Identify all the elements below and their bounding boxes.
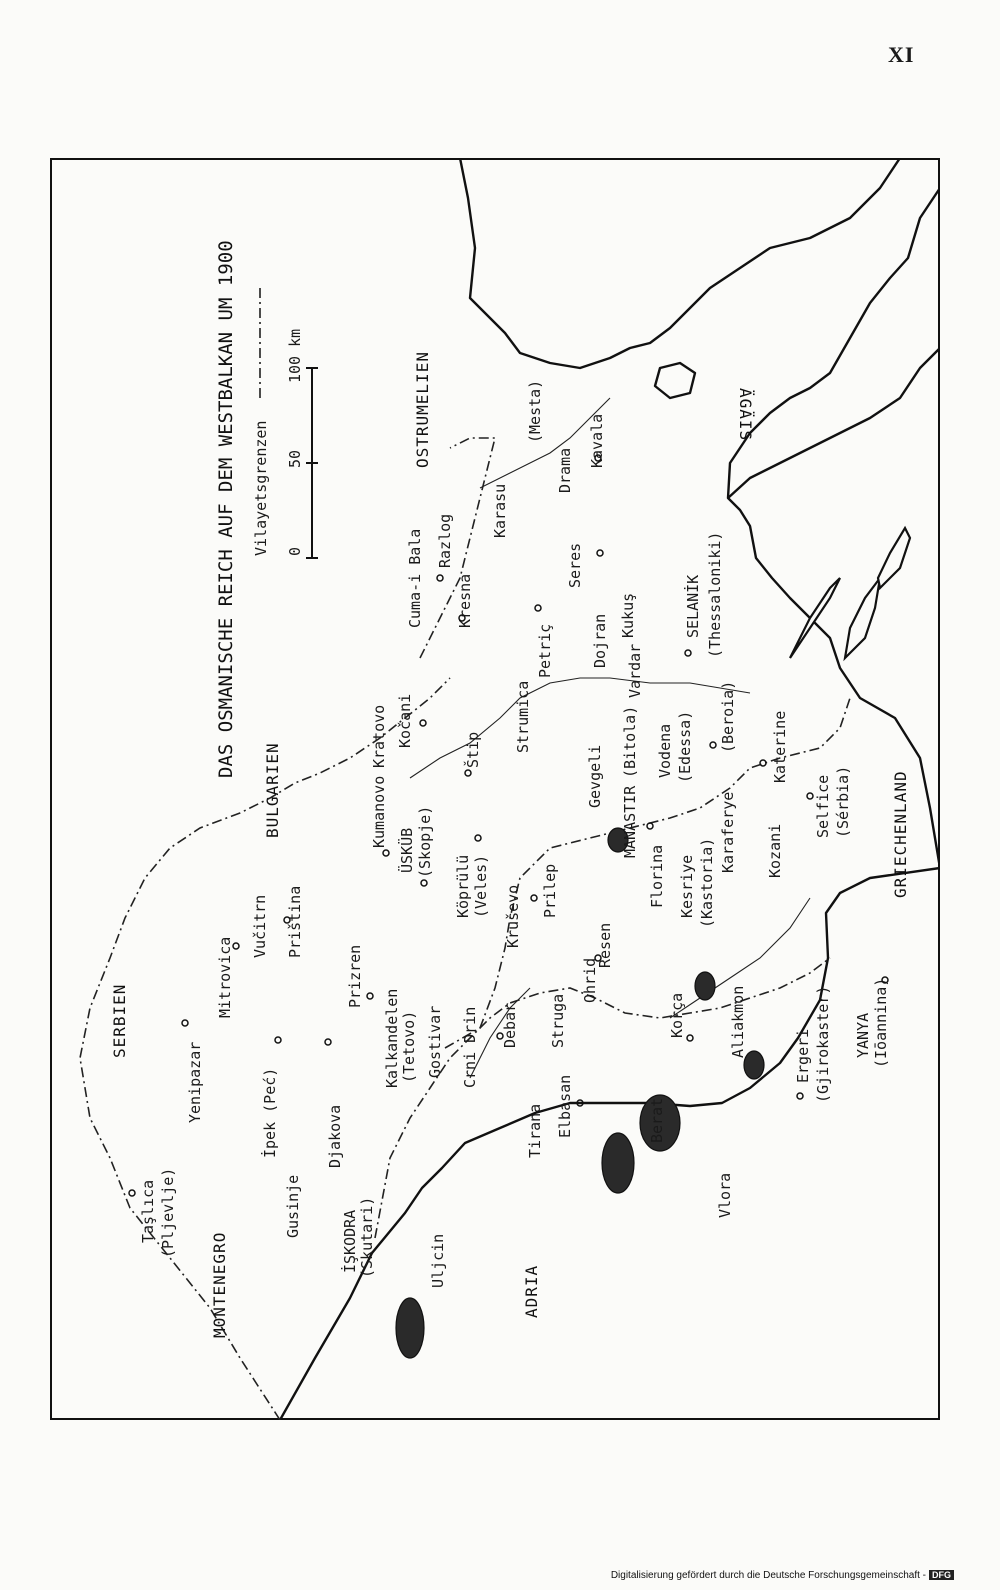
legend-border-label: Vilayetsgrenzen bbox=[252, 420, 270, 556]
town-marker bbox=[687, 1035, 693, 1041]
place-iskodra: İŞKODRA bbox=[341, 1209, 359, 1273]
place-prilep: Prilep bbox=[541, 863, 559, 918]
scale-tick-0: 0 bbox=[286, 546, 304, 556]
place-seres: Seres bbox=[566, 542, 584, 588]
lake-ohrid bbox=[602, 1133, 634, 1193]
town-marker bbox=[129, 1190, 135, 1196]
place-skopje: (Skopje) bbox=[416, 805, 434, 878]
town-marker bbox=[465, 770, 471, 776]
town-marker bbox=[807, 793, 813, 799]
place-ergeri: Ergeri bbox=[794, 1028, 812, 1083]
place-prizren: Prizren bbox=[346, 944, 364, 1008]
place-elbasan: Elbasan bbox=[556, 1074, 574, 1138]
place-beroia: (Beroia) bbox=[719, 680, 737, 753]
region-griechenland: GRIECHENLAND bbox=[891, 770, 910, 898]
place-yenipazar: Yenipazar bbox=[186, 1041, 204, 1123]
town-marker bbox=[535, 605, 541, 611]
place-resen: Resen bbox=[596, 922, 614, 968]
sithonia-peninsula bbox=[845, 578, 880, 658]
place-kalkandelen: Kalkandelen bbox=[383, 988, 401, 1088]
river-karasu: Karasu bbox=[491, 483, 509, 538]
place-tetovo: (Tetovo) bbox=[400, 1010, 418, 1083]
place-uskub: ÜSKÜB bbox=[398, 827, 416, 873]
place-ohrid: Ohrid bbox=[581, 957, 599, 1003]
region-aegis: ÄGÄIS bbox=[736, 388, 755, 442]
region-adria: ADRIA bbox=[522, 1264, 541, 1318]
place-ioannina: (Iōannina) bbox=[872, 977, 890, 1068]
map-title: DAS OSMANISCHE REICH AUF DEM WESTBALKAN UM 1900 bbox=[215, 240, 237, 778]
footer-text: Digitalisierung gefördert durch die Deutsche Forschungsgemeinschaft - bbox=[610, 1570, 926, 1581]
town-marker bbox=[437, 575, 443, 581]
river-vardar: Vardar bbox=[626, 643, 644, 698]
place-petric: Petriç bbox=[536, 623, 554, 678]
place-mitrovica: Mitrovica bbox=[216, 936, 234, 1018]
place-berat: Berat bbox=[648, 1097, 666, 1143]
place-gevgeli: Gevgeli bbox=[586, 744, 604, 808]
place-vucitrn: Vučitrn bbox=[251, 894, 269, 958]
town-marker bbox=[325, 1039, 331, 1045]
eastern-coast bbox=[460, 158, 900, 368]
place-drama: Drama bbox=[556, 447, 574, 493]
region-bulgarien: BULGARIEN bbox=[263, 742, 282, 838]
place-selfice: Selfice bbox=[814, 774, 832, 838]
place-dojran: Dojran bbox=[591, 613, 609, 668]
place-kratovo: Kratovo bbox=[370, 704, 388, 768]
vardar-river bbox=[410, 678, 750, 778]
footer bbox=[611, 1570, 954, 1581]
town-marker bbox=[647, 823, 653, 829]
ottoman-balkan-map bbox=[50, 158, 940, 1420]
place-uljcin: Uljcin bbox=[429, 1233, 447, 1288]
place-pristina: Priština bbox=[286, 885, 304, 958]
place-struga: Struga bbox=[549, 993, 567, 1048]
place-kresna: Kresna bbox=[456, 573, 474, 628]
river-crni-drin: Crni Drin bbox=[461, 1006, 479, 1088]
town-marker bbox=[383, 850, 389, 856]
lake-skutari bbox=[396, 1298, 424, 1358]
place-skutari: (Skutari) bbox=[358, 1196, 376, 1278]
town-marker bbox=[710, 742, 716, 748]
place-yanya: YANYA bbox=[854, 1012, 872, 1058]
place-tirana: Tirana bbox=[526, 1103, 544, 1158]
place-gjirokaster: (Gjirokaster) bbox=[814, 985, 832, 1103]
place-krusevo: Kruševo bbox=[504, 884, 522, 948]
place-kozani: Kozani bbox=[766, 823, 784, 878]
scale-tick-100: 100 km bbox=[286, 328, 304, 383]
place-kukus: Kukuş bbox=[619, 592, 637, 638]
town-marker bbox=[367, 993, 373, 999]
town-marker bbox=[797, 1093, 803, 1099]
place-kumanovo: Kumanovo bbox=[370, 775, 388, 848]
place-manastir: MANASTIR bbox=[621, 785, 639, 858]
region-serbien: SERBIEN bbox=[110, 983, 129, 1058]
place-taslica: Taşlıca bbox=[139, 1179, 157, 1243]
place-djakova: Djakova bbox=[326, 1104, 344, 1168]
place-pljevlje: (Pljevlje) bbox=[159, 1167, 177, 1258]
place-debar: Debar bbox=[501, 1002, 519, 1048]
place-gusinje: Gusinje bbox=[284, 1174, 302, 1238]
town-marker bbox=[421, 880, 427, 886]
river-aliakmon: Aliakmon bbox=[729, 985, 747, 1058]
place-edessa: (Edessa) bbox=[676, 710, 694, 783]
town-marker bbox=[531, 895, 537, 901]
town-marker bbox=[475, 835, 481, 841]
place-vlora: Vlora bbox=[716, 1172, 734, 1218]
place-veles: (Veles) bbox=[472, 854, 490, 918]
town-marker bbox=[685, 650, 691, 656]
town-marker bbox=[420, 720, 426, 726]
page-number: XI bbox=[888, 42, 915, 67]
river-mesta: (Mesta) bbox=[526, 379, 544, 443]
place-kocani: Kočani bbox=[396, 693, 414, 748]
place-koprulu: Köprülü bbox=[454, 854, 472, 918]
scale-tick-50: 50 bbox=[286, 449, 304, 468]
place-strumica: Strumica bbox=[514, 680, 532, 753]
place-korca: Korça bbox=[668, 992, 686, 1038]
lake-kastoria bbox=[744, 1051, 764, 1079]
town-marker bbox=[760, 760, 766, 766]
lake-ostrovo bbox=[695, 972, 715, 1000]
place-bitola: (Bitola) bbox=[621, 705, 639, 778]
place-katerine: Katerine bbox=[771, 710, 789, 783]
place-florina: Florina bbox=[648, 844, 666, 908]
rotated-labels bbox=[110, 240, 910, 1338]
place-razlog: Razlog bbox=[436, 513, 454, 568]
dfg-logo: DFG bbox=[929, 1570, 954, 1580]
place-selanik: SELANİK bbox=[684, 574, 702, 638]
place-stip: Štip bbox=[464, 731, 482, 768]
place-kastoria: (Kastoria) bbox=[698, 837, 716, 928]
town-marker bbox=[182, 1020, 188, 1026]
place-ipek: İpek (Peć) bbox=[261, 1067, 279, 1158]
place-kesriye: Kesriye bbox=[678, 854, 696, 918]
place-gostivar: Gostivar bbox=[426, 1005, 444, 1078]
place-cuma: Cuma-i Bala bbox=[406, 528, 424, 628]
region-ostrumelien: OSTRUMELIEN bbox=[413, 351, 432, 468]
place-karaferye: Karaferye bbox=[719, 791, 737, 873]
place-kavala: Kavala bbox=[588, 413, 606, 468]
town-marker bbox=[275, 1037, 281, 1043]
town-marker bbox=[597, 550, 603, 556]
place-serbia: (Sérbia) bbox=[834, 765, 852, 838]
place-vodena: Vodena bbox=[656, 723, 674, 778]
thasos-island bbox=[655, 363, 695, 398]
region-montenegro: MONTENEGRO bbox=[210, 1231, 229, 1338]
athos-peninsula bbox=[878, 528, 910, 588]
vilayet-border-inner-1 bbox=[375, 958, 830, 1238]
place-thessaloniki: (Thessaloniki) bbox=[706, 531, 724, 658]
